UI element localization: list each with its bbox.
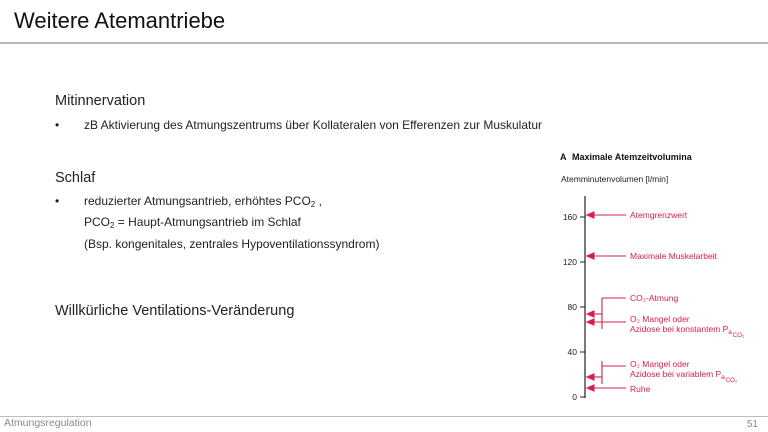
label-atemgrenzwert: Atemgrenzwert	[630, 210, 688, 220]
atemzeitvolumina-figure	[556, 146, 766, 406]
figure-label: A	[560, 152, 567, 162]
footer-topic: Atmungsregulation	[4, 417, 92, 429]
arrowhead-icon	[587, 253, 594, 259]
figure-svg	[556, 146, 766, 406]
slide-title: Weitere Atemantriebe	[14, 8, 226, 33]
label-o2-var-1: O₂ Mangel oder	[630, 359, 690, 369]
arrowhead-icon	[587, 319, 594, 325]
axis-label: Atemminutenvolumen [l/min]	[561, 174, 669, 184]
schlaf-line-3: (Bsp. kongenitales, zentrales Hypoventilationssyndrom)	[84, 237, 380, 251]
heading-mitinnervation: Mitinnervation	[55, 93, 146, 109]
arrowhead-icon	[587, 385, 594, 391]
label-o2-konst-1: O₂ Mangel oder	[630, 314, 690, 324]
bullet-icon: •	[55, 118, 60, 132]
label-ruhe: Ruhe	[630, 384, 651, 394]
schlaf-line-2: $PCO_2$ = Haupt-Atmungsantrieb im Schlaf	[84, 215, 301, 230]
arrowhead-icon	[587, 212, 594, 218]
title-divider	[0, 42, 768, 44]
heading-schlaf: Schlaf	[55, 170, 96, 186]
label-o2-var-2: Azidose bei variablem $P_{aCO_2}$	[630, 369, 738, 384]
arrowhead-icon	[587, 374, 594, 380]
tick-label-120: 120	[562, 257, 577, 267]
tick-label-160: 160	[562, 212, 577, 222]
tick-label-80: 80	[567, 302, 577, 312]
bullet-icon: •	[55, 194, 60, 208]
tick-label-40: 40	[567, 347, 577, 357]
figure-title: Maximale Atemzeitvolumina	[572, 152, 692, 162]
arrowhead-icon	[587, 311, 594, 317]
label-co2-atmung: CO₂-Atmung	[630, 293, 679, 303]
heading-willkuerlich: Willkürliche Ventilations-Veränderung	[55, 303, 295, 319]
label-muskelarbeit: Maximale Muskelarbeit	[630, 251, 717, 261]
page-number: 51	[746, 419, 758, 430]
footer-divider	[0, 416, 768, 417]
tick-label-0: 0	[572, 392, 577, 402]
schlaf-line-1: reduzierter Atmungsantrieb, erhöhtes $PCO_2$ ,	[84, 194, 322, 209]
label-o2-konst-2: Azidose bei konstantem $P_{aCO_2}$	[630, 324, 745, 339]
mitinnervation-text: zB Aktivierung des Atmungszentrums über Kollateralen von Efferenzen zur Muskulatur	[84, 118, 543, 132]
